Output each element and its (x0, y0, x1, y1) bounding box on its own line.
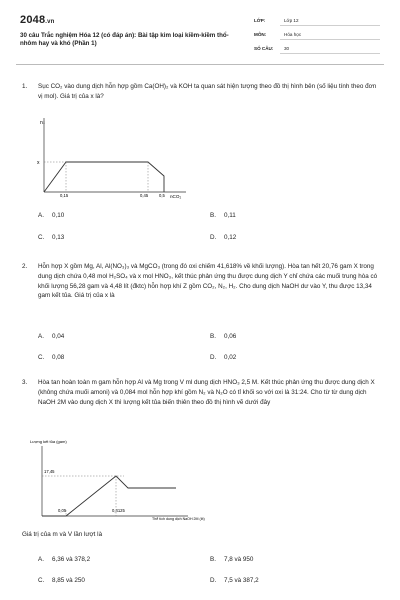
question-3-prompt: Giá trị của m và V lần lượt là (22, 531, 103, 538)
question-1-graph (36, 114, 206, 200)
y-tick: x (37, 160, 40, 166)
option-1a[interactable]: A. 0,10 (38, 212, 65, 219)
question-2 (22, 262, 378, 328)
graph-line (44, 162, 164, 192)
header-divider (16, 64, 384, 65)
option-3a[interactable]: A. 6,36 và 378,2 (38, 556, 91, 563)
option-2a[interactable]: A. 0,04 (38, 333, 65, 340)
option-1c[interactable]: C. 0,13 (38, 234, 65, 241)
x-tick: 0,15 (60, 193, 69, 198)
question-3 (22, 378, 378, 434)
site-logo[interactable]: 2048.vn (20, 14, 55, 26)
x-axis-label: Thể tích dung dịch NaOH 2M (lít) (152, 517, 205, 521)
question-number: 2. (22, 263, 28, 270)
option-2b[interactable]: B. 0,06 (210, 333, 237, 340)
question-text: Hỗn hợp X gồm Mg, Al, Al(NO₃)₃ và MgCO₃ (trong đó oxi chiếm 41,618% về khối lượng). Hòa tan hết 20,76 gam X trong dung dịch chứa 0,48 mol H₂SO₄ và x mol HNO₃, kết thúc phản ứng thu được dung dịch Y chỉ chứa các muối trung hòa có khối lượng 56,28 gam và 4,48 lít (đktc) hỗn hợp khí Z gồm CO₂, N₂, H₂. Cho dung dịch NaOH dư vào Y, thu được 13,34 gam kết tủa. Giá trị của x là (38, 263, 378, 300)
option-1b[interactable]: B. 0,11 (210, 212, 236, 219)
option-3d[interactable]: D. 7,5 và 387,2 (210, 577, 259, 584)
y-tick: 17,45 (44, 469, 55, 474)
page-title: 30 câu Trắc nghiệm Hóa 12 (có đáp án): Bài tập kim loại kiềm-kiềm thổ-nhôm hay và khó (Phần 1) (20, 32, 229, 48)
question-text: Sục CO₂ vào dung dịch hỗn hợp gồm Ca(OH)₂ và KOH ta quan sát hiện tượng theo đồ thị hình bên (số liệu tính theo đơn vị mol). Giá trị của x là? (38, 83, 377, 100)
option-2c[interactable]: C. 0,08 (38, 354, 65, 361)
x-tick: 0,05 (58, 508, 67, 513)
y-axis-label: Lượng kết tủa (gam) (30, 439, 67, 444)
x-axis-label: nCO₂ (170, 194, 182, 199)
question-3-graph (28, 436, 228, 526)
option-2d[interactable]: D. 0,02 (210, 354, 237, 361)
x-tick: 0,45 (140, 193, 149, 198)
option-3c[interactable]: C. 8,85 và 250 (38, 577, 85, 584)
question-number: 3. (22, 379, 28, 386)
question-1 (22, 82, 378, 112)
x-tick: 0,4125 (112, 508, 125, 513)
question-text: Hòa tan hoàn toàn m gam hỗn hợp Al và Mg trong V ml dung dịch HNO₃ 2,5 M. Kết thúc phản ứng thu được dung dịch X (không chứa muối amoni) và 0,084 mol hỗn hợp khí gồm N₂ và N₂O có tỉ khối so với oxi là 31:24. Cho từ từ dung dịch NaOH 2M vào dung dịch X thì lượng kết tủa biến thiên theo đồ thị hình vẽ dưới đây (38, 379, 375, 406)
y-axis-label: n↓ (40, 120, 46, 126)
x-tick: 0,5 (159, 193, 165, 198)
option-1d[interactable]: D. 0,12 (210, 234, 237, 241)
option-3b[interactable]: B. 7,8 và 950 (210, 556, 254, 563)
question-number: 1. (22, 83, 28, 90)
